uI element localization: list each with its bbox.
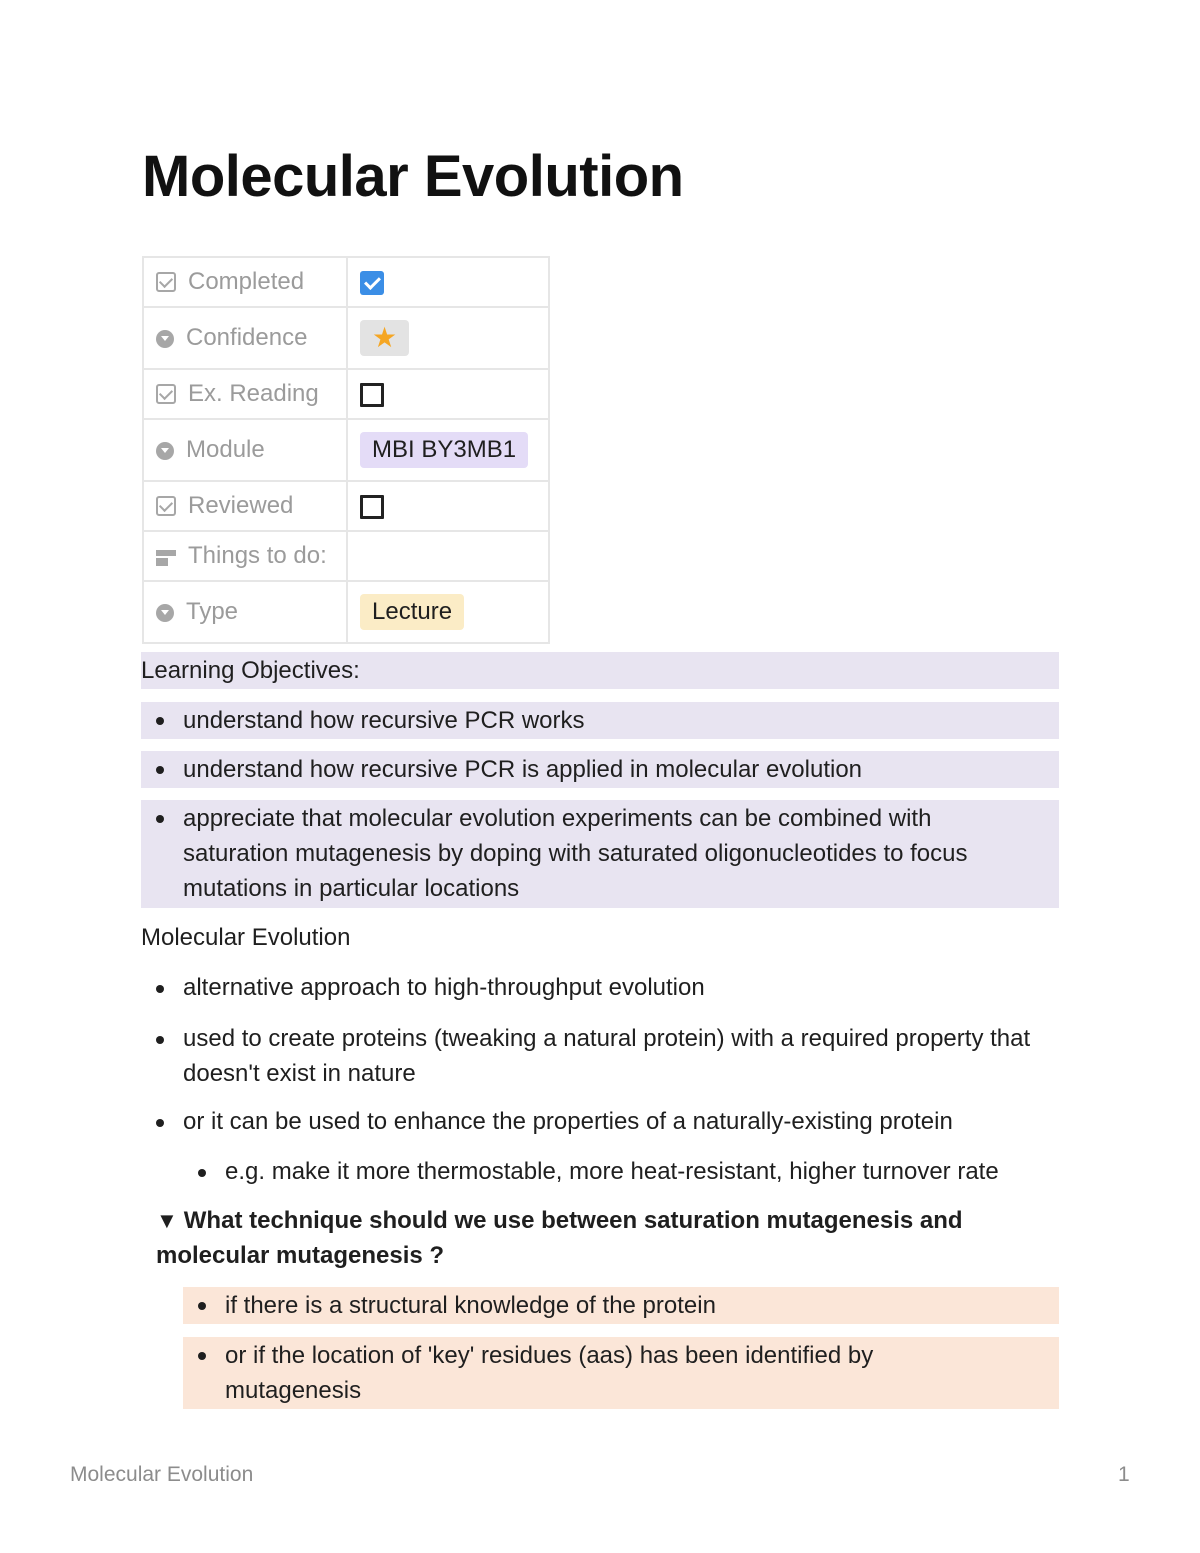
reviewed-checkbox[interactable] xyxy=(360,495,384,519)
property-row-type xyxy=(143,581,549,643)
property-key: Confidence xyxy=(186,324,308,351)
property-key: Module xyxy=(186,436,265,463)
bullet-dot xyxy=(156,1119,164,1127)
list-item: or it can be used to enhance the properties of a naturally-existing protein xyxy=(141,1104,1059,1139)
things-to-do-field[interactable] xyxy=(347,531,549,581)
checkbox-property-icon xyxy=(156,496,176,516)
toggle-question-text: What technique should we use between saturation mutagenesis and molecular mutagenesis ? xyxy=(156,1207,963,1269)
property-row-completed xyxy=(143,257,549,307)
property-key: Things to do: xyxy=(188,542,327,569)
checkbox-property-icon xyxy=(156,384,176,404)
bullet-dot xyxy=(156,717,164,725)
star-icon[interactable]: ★ xyxy=(360,320,409,356)
property-key: Ex. Reading xyxy=(188,380,319,407)
footer-title: Molecular Evolution xyxy=(70,1463,254,1486)
property-row-confidence xyxy=(143,307,549,369)
module-tag[interactable]: MBI BY3MB1 xyxy=(360,432,528,468)
bullet-dot xyxy=(156,766,164,774)
toggle-question[interactable] xyxy=(156,1203,1036,1273)
completed-checkbox[interactable] xyxy=(360,271,384,295)
property-key: Type xyxy=(186,598,239,625)
properties-table xyxy=(142,256,550,644)
bullet-dot xyxy=(198,1302,206,1310)
property-row-things-to-do xyxy=(143,531,549,581)
list-item: used to create proteins (tweaking a natural protein) with a required property that doesn't exist in nature xyxy=(141,1021,1059,1091)
bullet-dot xyxy=(156,1036,164,1044)
list-item: understand how recursive PCR works xyxy=(141,702,1059,739)
text-property-icon xyxy=(156,548,176,566)
bullet-dot xyxy=(198,1352,206,1360)
property-row-module xyxy=(143,419,549,481)
select-property-icon xyxy=(156,604,174,622)
select-property-icon xyxy=(156,330,174,348)
page-number: 1 xyxy=(1118,1463,1130,1486)
learning-objectives-heading: Learning Objectives: xyxy=(141,652,1059,689)
bullet-dot xyxy=(198,1169,206,1177)
property-key: Reviewed xyxy=(188,492,294,519)
section-heading: Molecular Evolution xyxy=(141,924,351,951)
property-row-reviewed xyxy=(143,481,549,531)
type-tag[interactable]: Lecture xyxy=(360,594,464,630)
select-property-icon xyxy=(156,442,174,460)
list-item: understand how recursive PCR is applied in molecular evolution xyxy=(141,751,1059,788)
property-row-ex-reading xyxy=(143,369,549,419)
property-key: Completed xyxy=(188,268,305,295)
page-title: Molecular Evolution xyxy=(142,144,684,209)
ex-reading-checkbox[interactable] xyxy=(360,383,384,407)
list-item: or if the location of 'key' residues (aas) has been identified by mutagenesis xyxy=(183,1337,1059,1409)
bullet-dot xyxy=(156,985,164,993)
list-item: appreciate that molecular evolution experiments can be combined with saturation mutagenesis by doping with saturated oligonucleotides to focus mutations in particular locations xyxy=(141,800,1059,908)
checkbox-property-icon xyxy=(156,272,176,292)
toggle-arrow-icon[interactable]: ▼ xyxy=(156,1208,178,1233)
list-item: if there is a structural knowledge of the protein xyxy=(183,1287,1059,1324)
bullet-dot xyxy=(156,815,164,823)
sub-list-item: e.g. make it more thermostable, more heat-resistant, higher turnover rate xyxy=(183,1154,1059,1189)
list-item: alternative approach to high-throughput evolution xyxy=(141,970,1059,1005)
